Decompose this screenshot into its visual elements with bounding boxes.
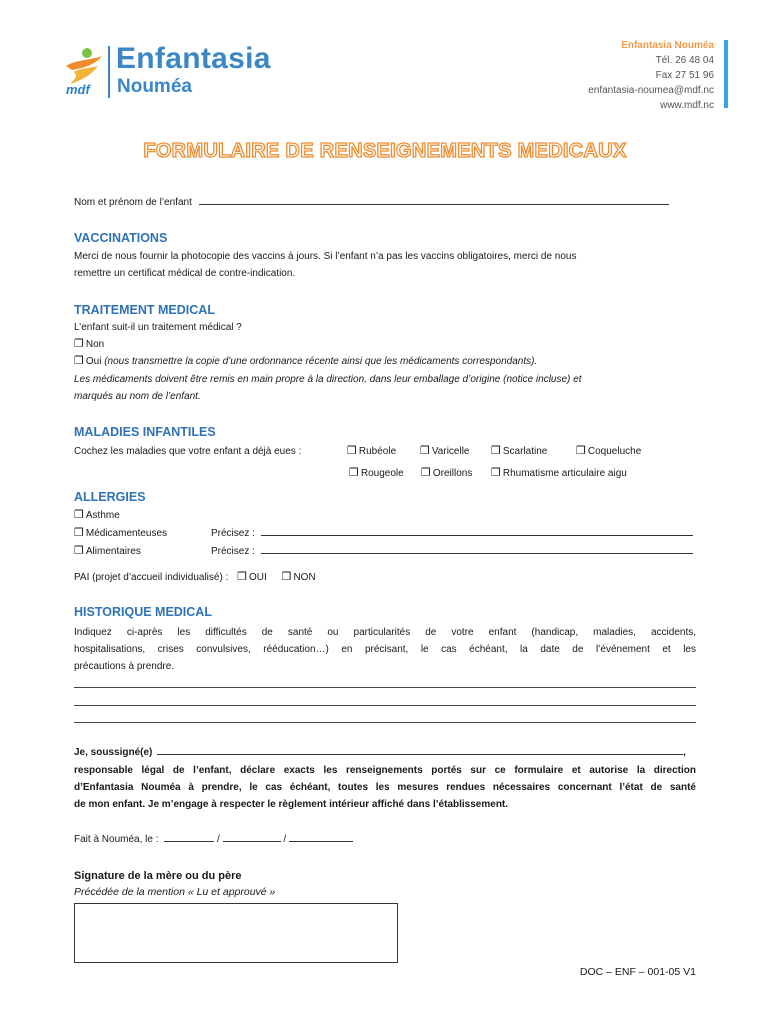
date-year-field[interactable] (289, 831, 353, 842)
logo-divider (108, 46, 110, 98)
page-title: FORMULAIRE DE RENSEIGNEMENTS MEDICAUX (143, 140, 627, 162)
history-heading: HISTORIQUE MEDICAL (74, 605, 212, 619)
treatment-no-option[interactable] (74, 336, 104, 353)
child-name-row (74, 194, 696, 211)
contact-block (588, 38, 714, 113)
checkbox-icon[interactable]: ❒ (74, 509, 84, 521)
guardian-name-field[interactable] (157, 744, 683, 755)
brand-location: Nouméa (117, 76, 192, 97)
date-separator: / (217, 834, 220, 845)
treatment-yes-option[interactable] (74, 353, 537, 370)
checkbox-icon[interactable]: ❒ (491, 467, 501, 479)
checkbox-icon[interactable]: ❒ (349, 467, 359, 479)
disease-option[interactable] (420, 443, 469, 460)
checkbox-icon[interactable]: ❒ (491, 445, 501, 457)
treatment-yes-note: (nous transmettre la copie d’une ordonnance récente ainsi que les médicaments correspondants). (104, 356, 538, 367)
allergy-option[interactable] (74, 543, 141, 560)
disease-label: Coqueluche (587, 446, 642, 457)
declaration-text-1: responsable légal de l’enfant, déclare exacts les renseignements portés sur ce formulaire et autorise la direction (74, 765, 696, 776)
checkbox-icon[interactable]: ❒ (74, 355, 84, 367)
checkbox-icon[interactable]: ❒ (74, 527, 84, 539)
allergy-label: Alimentaires (85, 546, 141, 557)
vaccinations-text-1: Merci de nous fournir la photocopie des vaccins à jours. Si l’enfant n’a pas les vaccins obligatoires, merci de nous (74, 251, 577, 262)
pai-no-label: NON (293, 572, 316, 583)
disease-option[interactable] (491, 465, 627, 482)
diseases-prompt: Cochez les maladies que votre enfant a déjà eues : (74, 446, 302, 457)
allergy-specify-row (211, 543, 693, 560)
history-text-2: hospitalisations, crises convulsives, rééducation…) en précisant, le cas échéant, la date de l’événement et les (74, 644, 696, 655)
signature-subtitle: Précédée de la mention « Lu et approuvé » (74, 886, 276, 898)
history-field-line-2[interactable] (74, 705, 696, 706)
pai-label: PAI (projet d’accueil individualisé) : (74, 572, 229, 583)
allergy-label: Médicamenteuses (85, 528, 168, 539)
vaccinations-heading: VACCINATIONS (74, 231, 168, 245)
contact-tel: Tél. 26 48 04 (655, 55, 714, 66)
checkbox-icon[interactable]: ❒ (420, 445, 430, 457)
signature-box[interactable] (74, 903, 398, 963)
allergy-option[interactable] (74, 507, 120, 524)
document-reference: DOC – ENF – 001-05 V1 (579, 966, 696, 978)
checkbox-icon[interactable]: ❒ (74, 338, 84, 350)
disease-label: Oreillons (432, 468, 473, 479)
disease-label: Rhumatisme articulaire aigu (502, 468, 627, 479)
treatment-heading: TRAITEMENT MEDICAL (74, 303, 215, 317)
contact-fax: Fax 27 51 96 (655, 70, 714, 81)
header-accent-bar (724, 40, 728, 108)
contact-org: Enfantasia Nouméa (621, 40, 714, 51)
contact-email[interactable]: enfantasia-noumea@mdf.nc (588, 85, 714, 96)
history-field-line-3[interactable] (74, 722, 696, 723)
food-allergy-field[interactable] (261, 543, 693, 554)
checkbox-icon[interactable]: ❒ (237, 571, 247, 583)
disease-label: Rubéole (358, 446, 397, 457)
treatment-question: L’enfant suit-il un traitement médical ? (74, 322, 242, 333)
allergies-heading: ALLERGIES (74, 490, 146, 504)
history-field-line-1[interactable] (74, 687, 696, 688)
declaration-comma: , (683, 747, 686, 758)
logo (62, 44, 302, 100)
disease-option[interactable] (421, 465, 472, 482)
checkbox-icon[interactable]: ❒ (421, 467, 431, 479)
contact-web[interactable]: www.mdf.nc (660, 100, 714, 111)
child-name-label: Nom et prénom de l’enfant (74, 197, 192, 208)
declaration-text-2: d’Enfantasia Nouméa à prendre, le cas échéant, toutes les mesures rendues nécessaires concernant l’état de santé (74, 782, 696, 793)
date-separator: / (283, 834, 287, 845)
disease-option[interactable] (491, 443, 547, 460)
disease-option[interactable] (349, 465, 404, 482)
history-text-3: précautions à prendre. (74, 661, 175, 672)
history-text-1: Indiquez ci-après les difficultés de santé ou particularités de votre enfant (handicap, maladies, accidents, (74, 627, 696, 638)
pai-row (74, 569, 316, 586)
checkbox-icon[interactable]: ❒ (347, 445, 357, 457)
allergy-option[interactable] (74, 525, 167, 542)
allergy-specify-row (211, 525, 693, 542)
disease-label: Scarlatine (502, 446, 548, 457)
disease-option[interactable] (576, 443, 641, 460)
date-day-field[interactable] (164, 831, 214, 842)
declaration-text-3: de mon enfant. Je m’engage à respecter le règlement intérieur affiché dans l’établissement. (74, 799, 509, 810)
drug-allergy-field[interactable] (261, 525, 693, 536)
specify-label: Précisez : (211, 546, 255, 557)
specify-label: Précisez : (211, 528, 255, 539)
declaration-start: Je, soussigné(e) (74, 747, 153, 758)
brand-name: Enfantasia (116, 42, 271, 75)
signature-title: Signature de la mère ou du père (74, 870, 242, 882)
treatment-yes-label: Oui (85, 356, 102, 367)
checkbox-icon[interactable]: ❒ (281, 571, 292, 583)
treatment-no-label: Non (85, 339, 105, 350)
child-name-field[interactable] (199, 194, 669, 205)
disease-option[interactable] (347, 443, 396, 460)
declaration-name-row (74, 744, 700, 761)
treatment-note-1: Les médicaments doivent être remis en main propre à la direction, dans leur emballage d’origine (notice incluse) et (74, 374, 582, 385)
diseases-heading: MALADIES INFANTILES (74, 425, 216, 439)
checkbox-icon[interactable]: ❒ (576, 445, 586, 457)
vaccinations-text-2: remettre un certificat médical de contre-indication. (74, 268, 296, 279)
mdf-label: mdf (66, 82, 90, 97)
disease-label: Varicelle (431, 446, 470, 457)
pai-yes-label: OUI (249, 572, 267, 583)
allergy-label: Asthme (85, 510, 120, 521)
treatment-note-2: marqués au nom de l’enfant. (74, 391, 201, 402)
checkbox-icon[interactable]: ❒ (74, 545, 84, 557)
disease-label: Rougeole (360, 468, 404, 479)
date-row (74, 831, 353, 848)
date-label: Fait à Nouméa, le : (74, 834, 159, 845)
date-month-field[interactable] (223, 831, 281, 842)
